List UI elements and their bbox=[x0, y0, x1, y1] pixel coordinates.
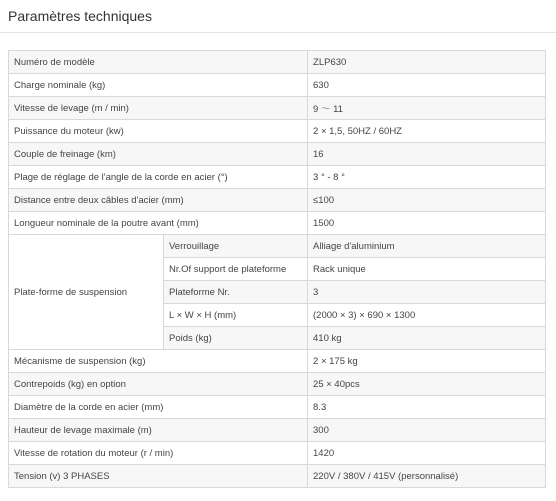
row-label: Puissance du moteur (kw) bbox=[9, 120, 308, 143]
row-label: Mécanisme de suspension (kg) bbox=[9, 350, 308, 373]
row-label: Plage de réglage de l'angle de la corde en acier (°) bbox=[9, 166, 308, 189]
row-label: Couple de freinage (km) bbox=[9, 143, 308, 166]
subrow-value: Rack unique bbox=[308, 258, 546, 281]
subrow-value: 410 kg bbox=[308, 327, 546, 350]
table-row bbox=[9, 143, 546, 166]
row-label: Contrepoids (kg) en option bbox=[9, 373, 308, 396]
row-value: 2 × 175 kg bbox=[308, 350, 546, 373]
row-value: 630 bbox=[308, 74, 546, 97]
row-value: 1500 bbox=[308, 212, 546, 235]
table-row bbox=[9, 235, 546, 258]
row-value: 8.3 bbox=[308, 396, 546, 419]
row-value: 2 × 1,5, 50HZ / 60HZ bbox=[308, 120, 546, 143]
heading-divider bbox=[0, 32, 556, 33]
row-value: 9 ～ 11 bbox=[308, 97, 546, 120]
subrow-label: L × W × H (mm) bbox=[164, 304, 308, 327]
row-label: Tension (v) 3 PHASES bbox=[9, 465, 308, 488]
table-row bbox=[9, 442, 546, 465]
table-row bbox=[9, 350, 546, 373]
table-row bbox=[9, 465, 546, 488]
table-row bbox=[9, 419, 546, 442]
subrow-label: Poids (kg) bbox=[164, 327, 308, 350]
row-value: 300 bbox=[308, 419, 546, 442]
page-title: Paramètres techniques bbox=[8, 8, 152, 24]
row-value: 3 ° - 8 ° bbox=[308, 166, 546, 189]
row-value: ≤100 bbox=[308, 189, 546, 212]
row-value: 220V / 380V / 415V (personnalisé) bbox=[308, 465, 546, 488]
row-label: Numéro de modèle bbox=[9, 51, 308, 74]
row-value: 16 bbox=[308, 143, 546, 166]
table-row bbox=[9, 396, 546, 419]
subrow-value: 3 bbox=[308, 281, 546, 304]
row-value: 25 × 40pcs bbox=[308, 373, 546, 396]
subrow-label: Verrouillage bbox=[164, 235, 308, 258]
group-label: Plate-forme de suspension bbox=[9, 235, 164, 350]
row-label: Diamètre de la corde en acier (mm) bbox=[9, 396, 308, 419]
table-row bbox=[9, 189, 546, 212]
table-row bbox=[9, 212, 546, 235]
table-row bbox=[9, 166, 546, 189]
row-label: Hauteur de levage maximale (m) bbox=[9, 419, 308, 442]
row-label: Distance entre deux câbles d'acier (mm) bbox=[9, 189, 308, 212]
subrow-value: (2000 × 3) × 690 × 1300 bbox=[308, 304, 546, 327]
specs-table bbox=[8, 50, 546, 488]
row-label: Charge nominale (kg) bbox=[9, 74, 308, 97]
row-label: Vitesse de rotation du moteur (r / min) bbox=[9, 442, 308, 465]
subrow-value: Alliage d'aluminium bbox=[308, 235, 546, 258]
table-row bbox=[9, 97, 546, 120]
subrow-label: Plateforme Nr. bbox=[164, 281, 308, 304]
row-label: Longueur nominale de la poutre avant (mm) bbox=[9, 212, 308, 235]
table-row bbox=[9, 373, 546, 396]
table-row bbox=[9, 120, 546, 143]
table-row bbox=[9, 51, 546, 74]
row-label: Vitesse de levage (m / min) bbox=[9, 97, 308, 120]
row-value: ZLP630 bbox=[308, 51, 546, 74]
subrow-label: Nr.Of support de plateforme bbox=[164, 258, 308, 281]
table-row bbox=[9, 74, 546, 97]
row-value: 1420 bbox=[308, 442, 546, 465]
